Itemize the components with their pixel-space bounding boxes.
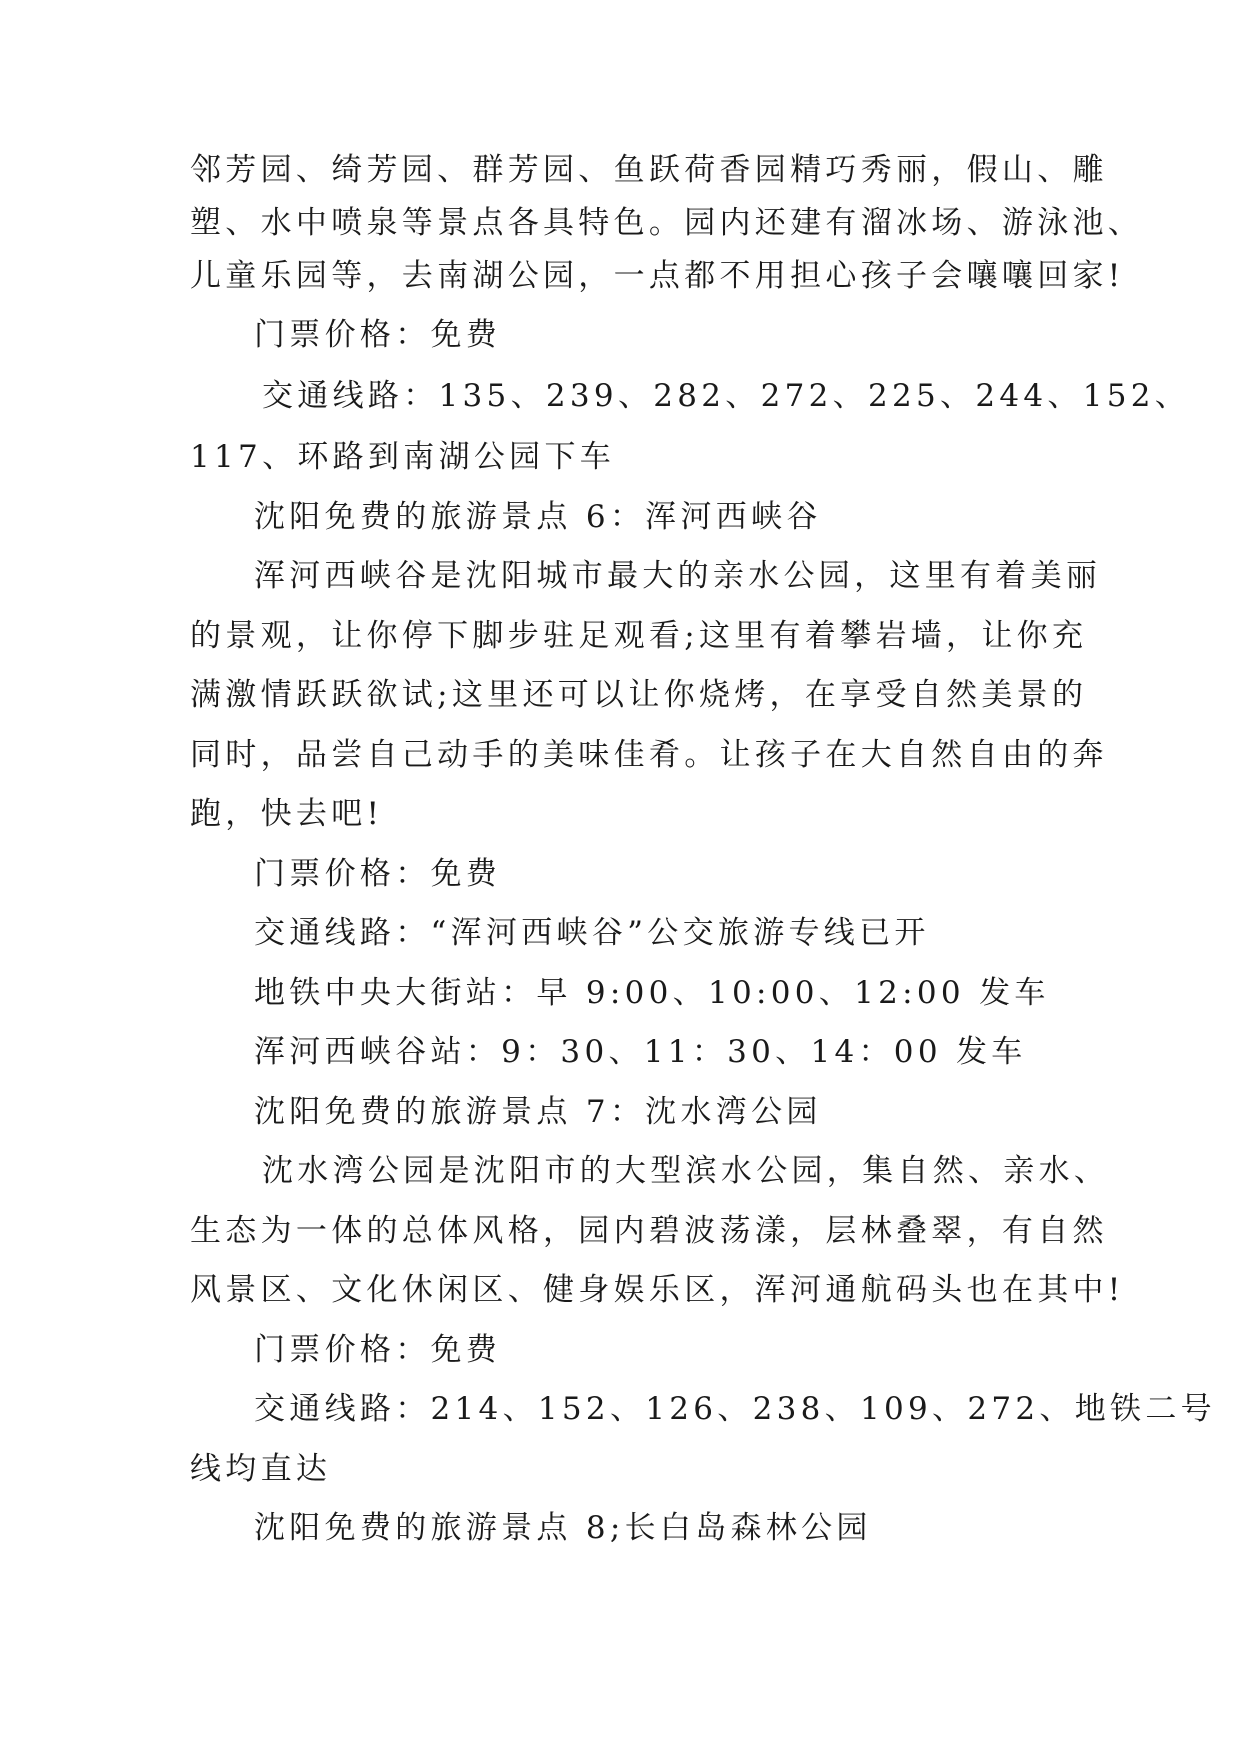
section-heading: 沈阳免费的旅游景点 8;长白岛森林公园 — [254, 1510, 872, 1546]
text-line: 线均直达 — [190, 1451, 332, 1487]
transit-line: 交通线路：214、152、126、238、109、272、地铁二号 — [254, 1391, 1216, 1427]
ticket-price-line: 门票价格：免费 — [254, 1332, 502, 1368]
text-line: 同时，品尝自己动手的美味佳肴。让孩子在大自然自由的奔 — [190, 737, 1108, 773]
schedule-line: 浑河西峡谷站：9：30、11：30、14：00 发车 — [254, 1034, 1027, 1070]
text-line: 117、环路到南湖公园下车 — [190, 439, 616, 475]
text-line: 塑、水中喷泉等景点各具特色。园内还建有溜冰场、游泳池、 — [190, 205, 1144, 241]
ticket-price-line: 门票价格：免费 — [254, 856, 502, 892]
text-line: 儿童乐园等，去南湖公园，一点都不用担心孩子会嚷嚷回家! — [190, 258, 1125, 294]
text-line: 生态为一体的总体风格，园内碧波荡漾，层林叠翠，有自然 — [190, 1213, 1108, 1249]
text-line: 沈水湾公园是沈阳市的大型滨水公园，集自然、亲水、 — [262, 1153, 1110, 1189]
text-line: 满激情跃跃欲试;这里还可以让你烧烤，在享受自然美景的 — [190, 677, 1088, 713]
text-line: 风景区、文化休闲区、健身娱乐区，浑河通航码头也在其中! — [190, 1272, 1125, 1308]
transit-line: 交通线路：135、239、282、272、225、244、152、 — [262, 378, 1191, 414]
transit-line: 交通线路：“浑河西峡谷”公交旅游专线已开 — [254, 915, 930, 951]
text-line: 邻芳园、绮芳园、群芳园、鱼跃荷香园精巧秀丽，假山、雕 — [190, 152, 1108, 188]
section-heading: 沈阳免费的旅游景点 7：沈水湾公园 — [254, 1094, 822, 1130]
text-line: 浑河西峡谷是沈阳城市最大的亲水公园，这里有着美丽 — [254, 558, 1102, 594]
text-line: 跑，快去吧! — [190, 796, 384, 832]
schedule-line: 地铁中央大街站：早 9:00、10:00、12:00 发车 — [254, 975, 1050, 1011]
ticket-price-line: 门票价格：免费 — [254, 317, 502, 353]
text-line: 的景观，让你停下脚步驻足观看;这里有着攀岩墙，让你充 — [190, 618, 1088, 654]
section-heading: 沈阳免费的旅游景点 6：浑河西峡谷 — [254, 499, 822, 535]
